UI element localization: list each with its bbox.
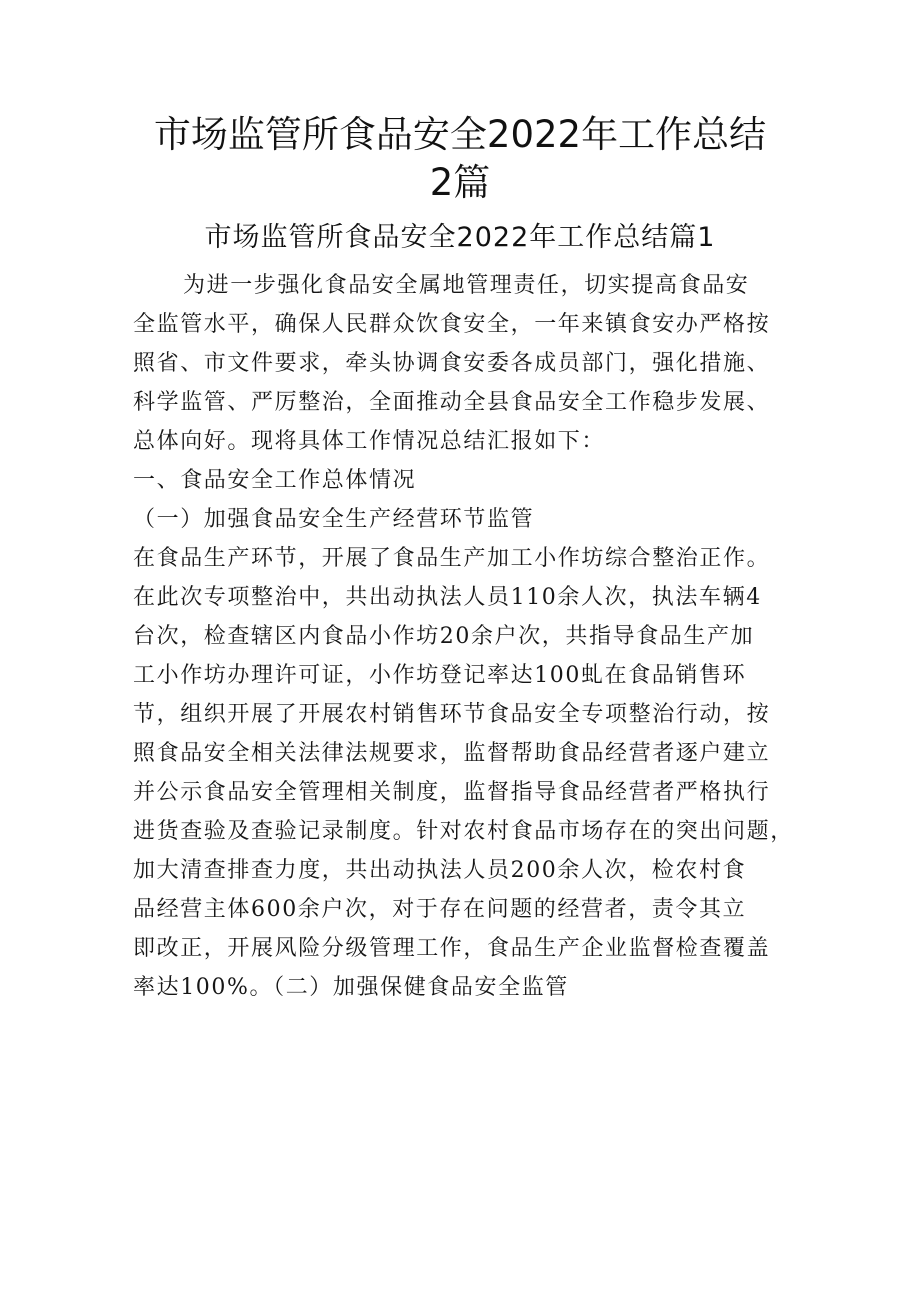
paragraph-line: 总体向好。现将具体工作情况总结汇报如下： (133, 429, 606, 454)
section-heading: 一、食品安全工作总体情况 (133, 468, 417, 493)
paragraph-line: 台次，检查辖区内食品小作坊20余户次，共指导食品生产加 (133, 624, 755, 649)
subsection-heading: （一）加强食品安全生产经营环节监管 (133, 507, 535, 532)
section-subtitle: 市场监管所食品安全2022年工作总结篇1 (204, 222, 716, 253)
paragraph-line: 工小作坊办理许可证，小作坊登记率达100虬在食品销售环 (133, 663, 747, 688)
paragraph-line: 率达100%。（二）加强保健食品安全监管 (133, 975, 569, 1000)
document-title-line-2: 2篇 (429, 161, 491, 204)
paragraph-line: 在食品生产环节，开展了食品生产加工小作坊综合整治正作。 (133, 546, 771, 571)
paragraph-line: 全监管水平，确保人民群众饮食安全，一年来镇食安办严格按 (133, 312, 771, 337)
paragraph-line: 并公示食品安全管理相关制度，监督指导食品经营者严格执行 (133, 780, 771, 805)
document-body (133, 266, 813, 1007)
paragraph-line: 加大清查排查力度，共出动执法人员200余人次，检农村食 (133, 858, 747, 883)
paragraph-line: 即改正，开展风险分级管理工作，食品生产企业监督检查覆盖 (133, 936, 771, 961)
paragraph-line: 照省、市文件要求，牵头协调食安委各成员部门，强化措施、 (133, 351, 771, 376)
paragraph-line: 为进一步强化食品安全属地管理责任，切实提高食品安 (183, 273, 750, 298)
paragraph-line: 节，组织开展了开展农村销售环节食品安全专项整治行动，按 (133, 702, 771, 727)
paragraph-line: 进货查验及查验记录制度。针对农村食品市场存在的突出问题， (133, 819, 794, 844)
paragraph-line: 品经营主体600余户次，对于存在问题的经营者，责令其立 (133, 897, 747, 922)
paragraph-line: 照食品安全相关法律法规要求，监督帮助食品经营者逐户建立 (133, 741, 771, 766)
paragraph-line: 科学监管、严厉整治，全面推动全县食品安全工作稳步发展、 (133, 390, 771, 415)
paragraph-line: 在此次专项整治中，共出动执法人员110余人次，执法车辆4 (133, 585, 762, 610)
document-title-line-1: 市场监管所食品安全2022年工作总结 (153, 113, 767, 156)
